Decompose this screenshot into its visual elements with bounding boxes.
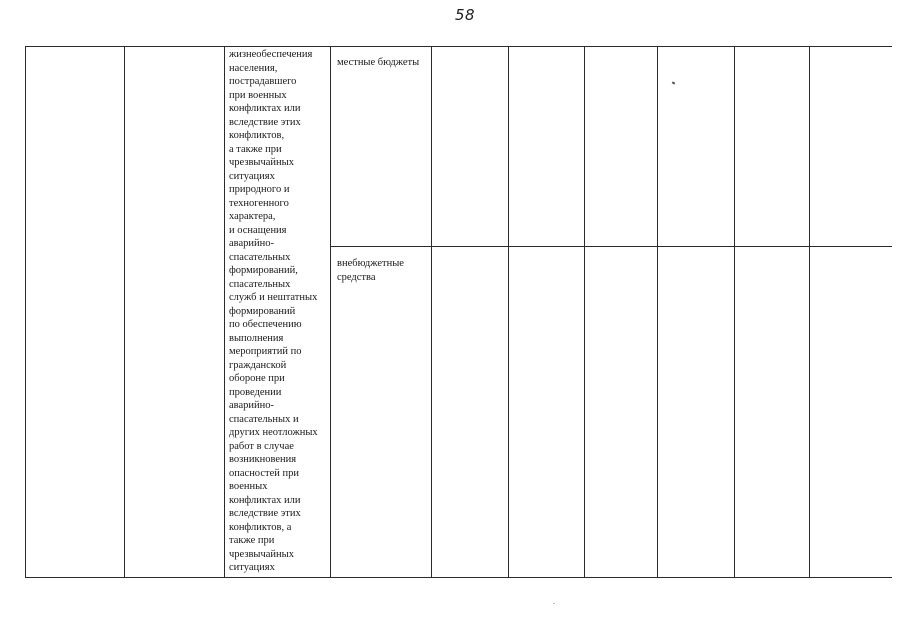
scan-speck	[672, 81, 676, 84]
funding-source-extrabudgetary: внебюджетные средства	[337, 258, 404, 283]
column-border	[224, 46, 225, 578]
page-number: 58	[455, 6, 476, 24]
row-divider	[330, 246, 892, 247]
table-bottom-border	[25, 577, 892, 578]
table-top-border	[25, 46, 892, 47]
column-border	[584, 46, 585, 578]
column-border	[431, 46, 432, 578]
column-border	[657, 46, 658, 578]
column-border	[809, 46, 810, 578]
measure-description-cell: жизнеобеспечения населения, пострадавшего при военных конфликтах или вследствие этих конфликтов, а также при чрезвычайных ситуациях природного и техногенного характера, и оснащения аварийно- спасательных формирований, спасательных служб и нештатных формирований по обеспечению выполнения мероприятий по гражданской обороне при проведении аварийно- спасательных и других неотложных работ в случае возникновения опасностей при военных конфликтах или вследствие этих конфликтов, а также при чрезвычайных ситуациях	[229, 49, 318, 573]
column-border	[25, 46, 26, 578]
column-border	[734, 46, 735, 578]
column-border	[124, 46, 125, 578]
funding-source-local-budgets: местные бюджеты	[337, 57, 420, 68]
column-border	[508, 46, 509, 578]
scan-mark	[553, 603, 555, 604]
